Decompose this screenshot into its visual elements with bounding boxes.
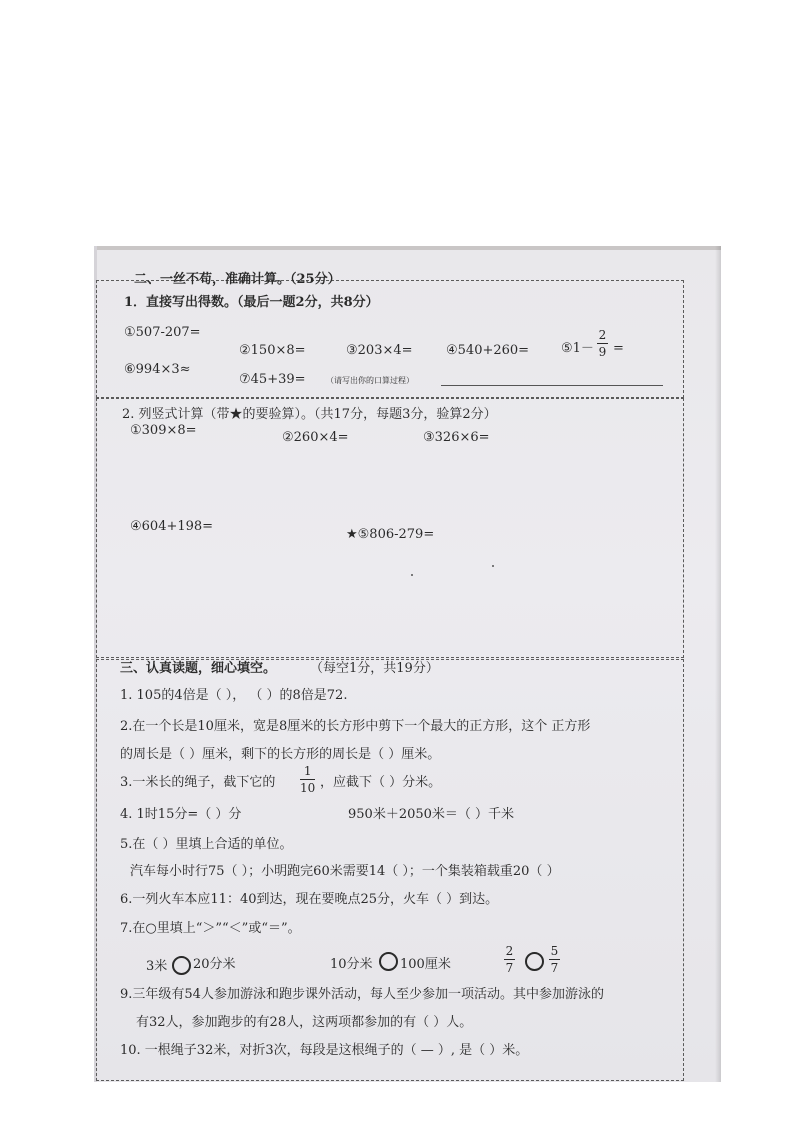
q1-title: 1．直接写出得数。（最后一题2分，共8分） <box>124 295 379 310</box>
s3-q5-sub: 汽车每小时行75（ ）；小明跑完60米需要14（ ）；一个集装箱载重20（ ） <box>130 864 560 879</box>
s3-q9-line1: 9.三年级有54人参加游泳和跑步课外活动，每人至少参加一项活动。其中参加游泳的 <box>120 987 604 1002</box>
s3-q7: 7.在○里填上“＞”“＜”或“＝”。 <box>120 921 301 936</box>
s3-q1: 1. 105的4倍是（ ）， （ ）的8倍是72. <box>120 688 348 703</box>
fraction-bar <box>300 779 315 780</box>
q1-problem-1: ①507-207= <box>124 325 201 340</box>
s3-q2-line2: 的周长是（ ）厘米，剩下的长方形的周长是（ ）厘米。 <box>120 747 441 762</box>
fraction-numerator: 1 <box>303 764 312 778</box>
s3-q6: 6.一列火车本应11：40到达，现在要晚点25分，火车（ ）到达。 <box>120 892 499 907</box>
section-3-title: 三、认真读题，细心填空。 <box>120 661 277 676</box>
q2-problem-3: ③326×6= <box>423 430 490 445</box>
q1-problem-6: ⑥994×3≈ <box>124 362 191 377</box>
fraction-denominator: 7 <box>505 961 514 975</box>
q1-problem-4: ④540+260= <box>446 343 530 358</box>
fraction-denominator: 9 <box>598 345 607 359</box>
s3-q7-c3-left-fraction <box>504 945 515 974</box>
s3-q4-part-a: 4. 1时15分=（ ）分 <box>120 807 242 822</box>
q1-problem-5-fraction <box>597 329 608 358</box>
q2-title: 2. 列竖式计算（带★的要验算）。（共17分，每题3分，验算2分） <box>122 407 497 422</box>
q1-problem-3: ③203×4= <box>346 343 413 358</box>
comparison-circle <box>379 952 398 971</box>
q2-problem-1: ①309×8= <box>130 423 197 438</box>
q1-answer-line <box>441 385 663 386</box>
fraction-denominator: 10 <box>300 781 316 795</box>
q1-problem-5-prefix: ⑤1－ <box>561 341 594 356</box>
section-2-title: 二、一丝不苟，准确计算。（25分） <box>134 272 341 287</box>
paper-top-edge <box>94 246 721 250</box>
fraction-numerator: 5 <box>550 944 559 958</box>
s3-q7-c1-right: 20分米 <box>193 957 236 972</box>
s3-q10: 10. 一根绳子32米，对折3次，每段是这根绳子的（ — ）, 是（ ）米。 <box>120 1043 529 1058</box>
s3-q7-c3-right-fraction <box>549 945 560 974</box>
q1-problem-5-equals: = <box>613 341 624 356</box>
fraction-bar <box>597 343 608 344</box>
speck <box>492 565 494 567</box>
s3-q5: 5.在（ ）里填上合适的单位。 <box>120 837 293 852</box>
s3-q9-line2: 有32人，参加跑步的有28人，这两项都参加的有（ ）人。 <box>136 1015 473 1030</box>
fraction-bar <box>504 959 515 960</box>
comparison-circle <box>172 956 191 975</box>
s3-q3-fraction <box>300 765 315 794</box>
q1-problem-7: ⑦45+39= <box>239 372 306 387</box>
fraction-numerator: 2 <box>505 944 514 958</box>
section-3-title-note: （每空1分，共19分） <box>310 661 439 676</box>
q2-problem-4: ④604+198= <box>130 519 214 534</box>
s3-q7-c1-left: 3米 <box>146 959 168 974</box>
exam-paper <box>94 246 721 1082</box>
q1-problem-2: ②150×8= <box>239 343 306 358</box>
s3-q3-suffix: ，应截下（ ）分米。 <box>320 775 442 790</box>
speck <box>411 574 413 576</box>
comparison-circle <box>525 952 544 971</box>
s3-q4-part-b: 950米＋2050米＝（ ）千米 <box>348 807 515 822</box>
s3-q3-prefix: 3.一米长的绳子，截下它的 <box>120 775 276 790</box>
s3-q7-c2-right: 100厘米 <box>400 957 451 972</box>
paper-right-shadow <box>715 246 721 1082</box>
fraction-bar <box>549 959 560 960</box>
s3-q2-line1: 2.在一个长是10厘米，宽是8厘米的长方形中剪下一个最大的正方形，这个 正方形 <box>120 719 591 734</box>
s3-q7-c2-left: 10分米 <box>330 957 373 972</box>
fraction-numerator: 2 <box>598 328 607 342</box>
fraction-denominator: 7 <box>550 961 559 975</box>
q1-problem-7-note: （请写出你的口算过程） <box>326 376 414 385</box>
q2-problem-5: ★⑤806-279= <box>346 527 435 542</box>
q2-problem-2: ②260×4= <box>282 430 349 445</box>
